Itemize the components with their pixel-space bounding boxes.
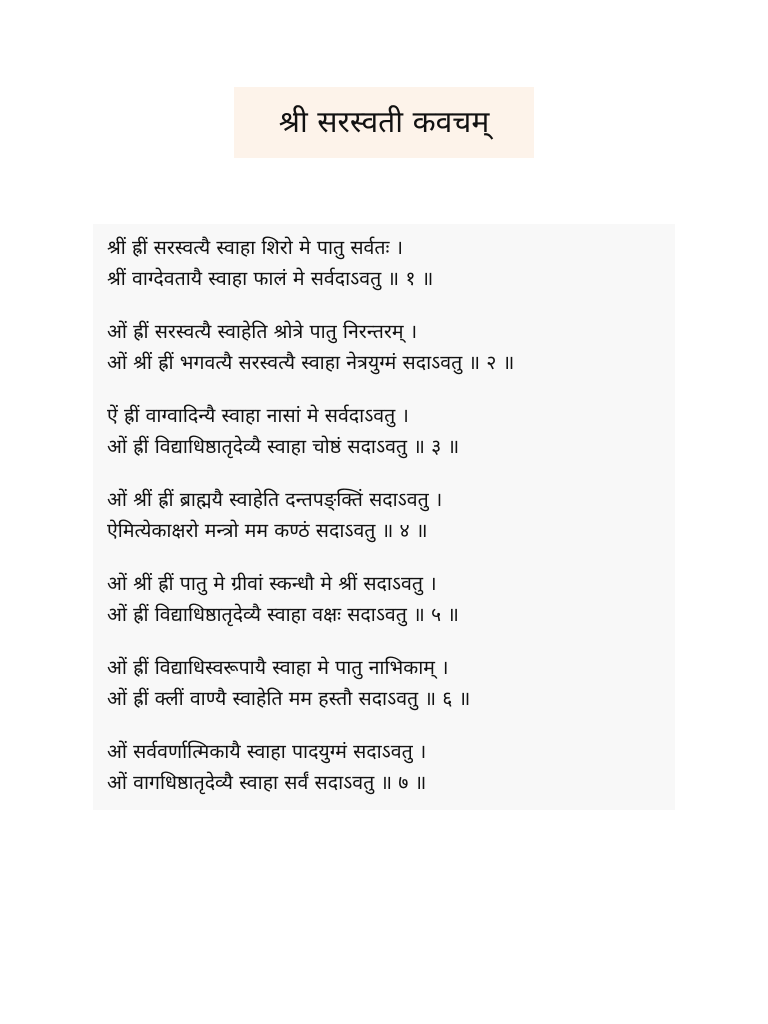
verse-7	[107, 736, 667, 798]
verse-line: ओं ह्रीं विद्याधिस्वरूपायै स्वाहा मे पातु नाभिकाम् ।	[107, 656, 449, 679]
verse-2	[107, 316, 667, 378]
verse-line: श्रीं ह्रीं सरस्वत्यै स्वाहा शिरो मे पातु सर्वतः ।	[107, 236, 403, 259]
verse-6	[107, 652, 667, 714]
verse-line: ऐमित्येकाक्षरो मन्त्रो मम कण्ठं सदाऽवतु ॥ ४ ॥	[107, 519, 428, 542]
verse-4	[107, 484, 667, 546]
verse-line: ओं श्रीं ह्रीं भगवत्यै सरस्वत्यै स्वाहा नेत्रयुग्मं सदाऽवतु ॥ २ ॥	[107, 351, 515, 374]
verse-line: ओं ह्रीं विद्याधिष्ठातृदेव्यै स्वाहा वक्षः सदाऽवतु ॥ ५ ॥	[107, 603, 459, 626]
page-title: श्री सरस्वती कवचम्	[278, 104, 490, 140]
verse-line: श्रीं वाग्देवतायै स्वाहा फालं मे सर्वदाऽवतु ॥ १ ॥	[107, 267, 434, 290]
verse-5	[107, 568, 667, 630]
verse-panel	[93, 224, 675, 810]
verse-3	[107, 400, 667, 462]
verse-line: ओं ह्रीं सरस्वत्यै स्वाहेति श्रोत्रे पातु निरन्तरम् ।	[107, 320, 418, 343]
verse-1	[107, 232, 667, 294]
verse-line: ऐं ह्रीं वाग्वादिन्यै स्वाहा नासां मे सर्वदाऽवतु ।	[107, 404, 409, 427]
verse-line: ओं वागधिष्ठातृदेव्यै स्वाहा सर्वं सदाऽवतु ॥ ७ ॥	[107, 771, 427, 794]
verse-line: ओं श्रीं ह्रीं पातु मे ग्रीवां स्कन्धौ मे श्रीं सदाऽवतु ।	[107, 572, 437, 595]
verse-line: ओं ह्रीं विद्याधिष्ठातृदेव्यै स्वाहा चोष्ठं सदाऽवतु ॥ ३ ॥	[107, 435, 460, 458]
title-banner	[234, 87, 534, 158]
verse-line: ओं श्रीं ह्रीं ब्राह्मयै स्वाहेति दन्तपङ्क्तिं सदाऽवतु ।	[107, 488, 443, 511]
verse-line: ओं सर्ववर्णात्मिकायै स्वाहा पादयुग्मं सदाऽवतु ।	[107, 740, 427, 763]
verse-line: ओं ह्रीं क्लीं वाण्यै स्वाहेति मम हस्तौ सदाऽवतु ॥ ६ ॥	[107, 687, 471, 710]
